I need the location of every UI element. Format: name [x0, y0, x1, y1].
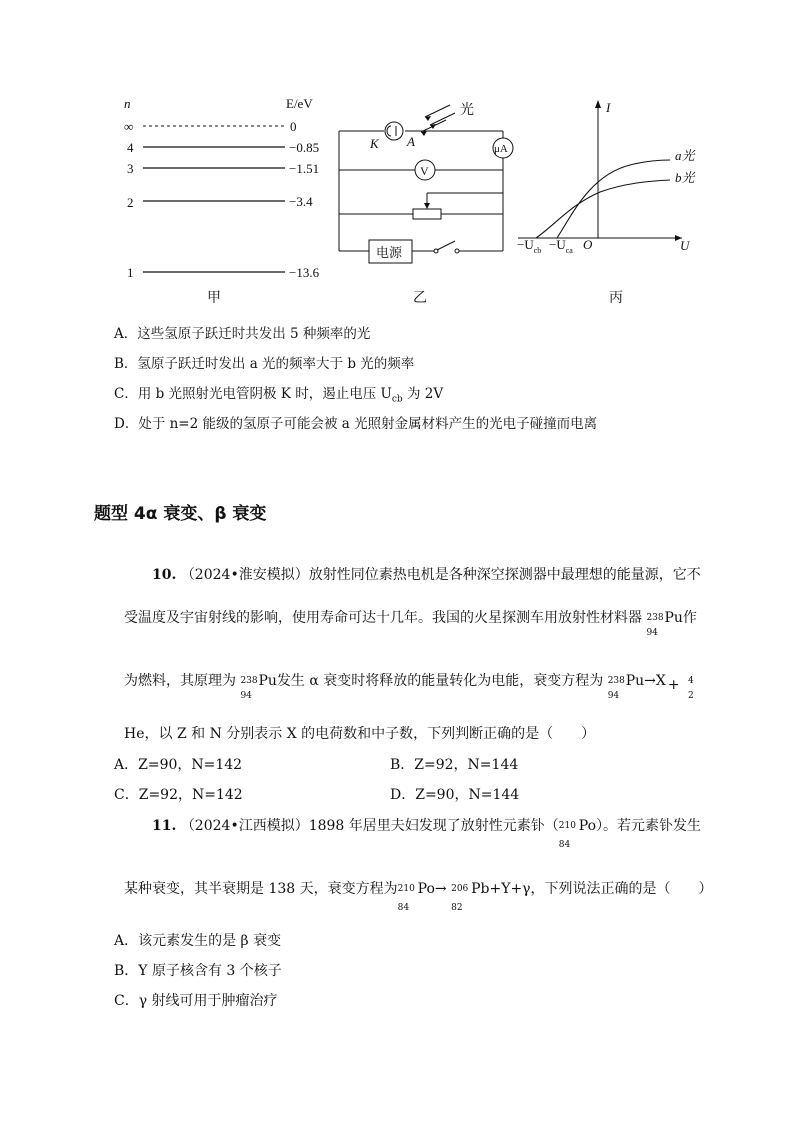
n-header: n: [124, 96, 131, 111]
q11-option-a: A．该元素发生的是 β 衰变: [114, 933, 282, 949]
curve-a-label: a光: [675, 148, 695, 163]
uca-label: $-U_{ca}$: [549, 237, 573, 255]
cathode-label: K: [370, 136, 379, 151]
slider-arrow-icon: [424, 203, 430, 209]
q9-option-c: C．用 b 光照射光电管阴极 K 时，遏止电压 $U_{cb}$ 为 2V: [114, 386, 444, 405]
level-n-4: 4: [127, 140, 134, 155]
curve-a: [557, 160, 670, 238]
q10-option-d: D．Z=90，N=144: [390, 787, 520, 803]
q9-option-a: A．这些氢原子跃迁时共发出 5 种频率的光: [114, 326, 371, 342]
q10-option-a: A．Z=90，N=142: [114, 757, 243, 773]
level-n-inf: ∞: [124, 119, 134, 134]
curve-b-label: b光: [675, 170, 695, 185]
e-header: E/eV: [286, 96, 313, 111]
level-n-2: 2: [127, 195, 134, 210]
rheostat-icon: [413, 209, 441, 219]
phototube-icon: [385, 122, 403, 140]
pu-nuclide: 238 94: [646, 613, 664, 638]
q11-line-2: 某种衰变，其半衰期是 138 天，衰变方程为 210 84 Po→ 206 82 Pb+Y+γ，下列说法正确的是（ ）: [124, 881, 713, 913]
level-n-3: 3: [127, 161, 134, 176]
curve-b: [536, 180, 670, 238]
q11-option-b: B．Y 原子核含有 3 个核子: [114, 963, 282, 979]
ammeter-label: μA: [494, 143, 508, 155]
level-e-3: −1.51: [289, 161, 320, 176]
switch-icon: [437, 241, 455, 250]
level-e-4: −0.85: [289, 140, 320, 155]
q11-line-1: 11. （2024•江西模拟）1898 年居里夫妇发现了放射性元素钋（ 210 84 Po）。若元素钋发生: [152, 818, 702, 850]
caption-yi: 乙: [413, 291, 427, 306]
origin-label: O: [583, 237, 593, 252]
y-axis-label: I: [606, 100, 611, 115]
ucb-label: $-U_{cb}$: [517, 237, 542, 255]
level-e-1: −13.6: [289, 265, 320, 280]
section-title: 题型 4α 衰变、β 衰变: [94, 504, 267, 524]
q10-line-2: 受温度及宇宙射线的影响，使用寿命可达十几年。我国的火星探测车用放射性材料器 238 94 Pu作: [124, 610, 697, 638]
level-n-1: 1: [127, 265, 134, 280]
photoelectric-circuit: [339, 101, 513, 306]
iu-curve-graph: [517, 100, 696, 306]
light-label: 光: [460, 103, 474, 118]
power-source-label: 电源: [376, 245, 403, 260]
energy-level-diagram: [124, 96, 320, 306]
q10-line-3: 为燃料，其原理为 238 94 Pu发生 α 衰变时将释放的能量转化为电能，衰变方程为 238 94 Pu→X + 4 2: [124, 673, 694, 701]
level-e-inf: 0: [290, 119, 297, 134]
level-e-2: −3.4: [289, 194, 313, 209]
q9-option-b: B．氢原子跃迁时发出 a 光的频率大于 b 光的频率: [114, 356, 415, 372]
physics-figure: [0, 0, 800, 310]
anode-label: A: [407, 134, 415, 149]
q10-line-1: 10. （2024•淮安模拟）放射性同位素热电机是各种深空探测器中最理想的能量源，它不: [152, 567, 701, 583]
q10-line-4: He，以 Z 和 N 分别表示 X 的电荷数和中子数，下列判断正确的是（ ）: [124, 726, 596, 742]
q11-option-c: C．γ 射线可用于肿瘤治疗: [114, 993, 278, 1009]
light-arrows-icon: [421, 116, 436, 136]
caption-jia: 甲: [207, 291, 221, 306]
q9-option-d: D．处于 n=2 能级的氢原子可能会被 a 光照射金属材料产生的光电子碰撞而电离: [114, 416, 598, 432]
q10-option-c: C．Z=92，N=142: [114, 787, 243, 803]
q10-option-b: B．Z=92，N=144: [390, 757, 519, 773]
voltmeter-label: V: [420, 164, 429, 178]
caption-bing: 丙: [609, 291, 623, 306]
x-axis-label: U: [680, 238, 690, 253]
